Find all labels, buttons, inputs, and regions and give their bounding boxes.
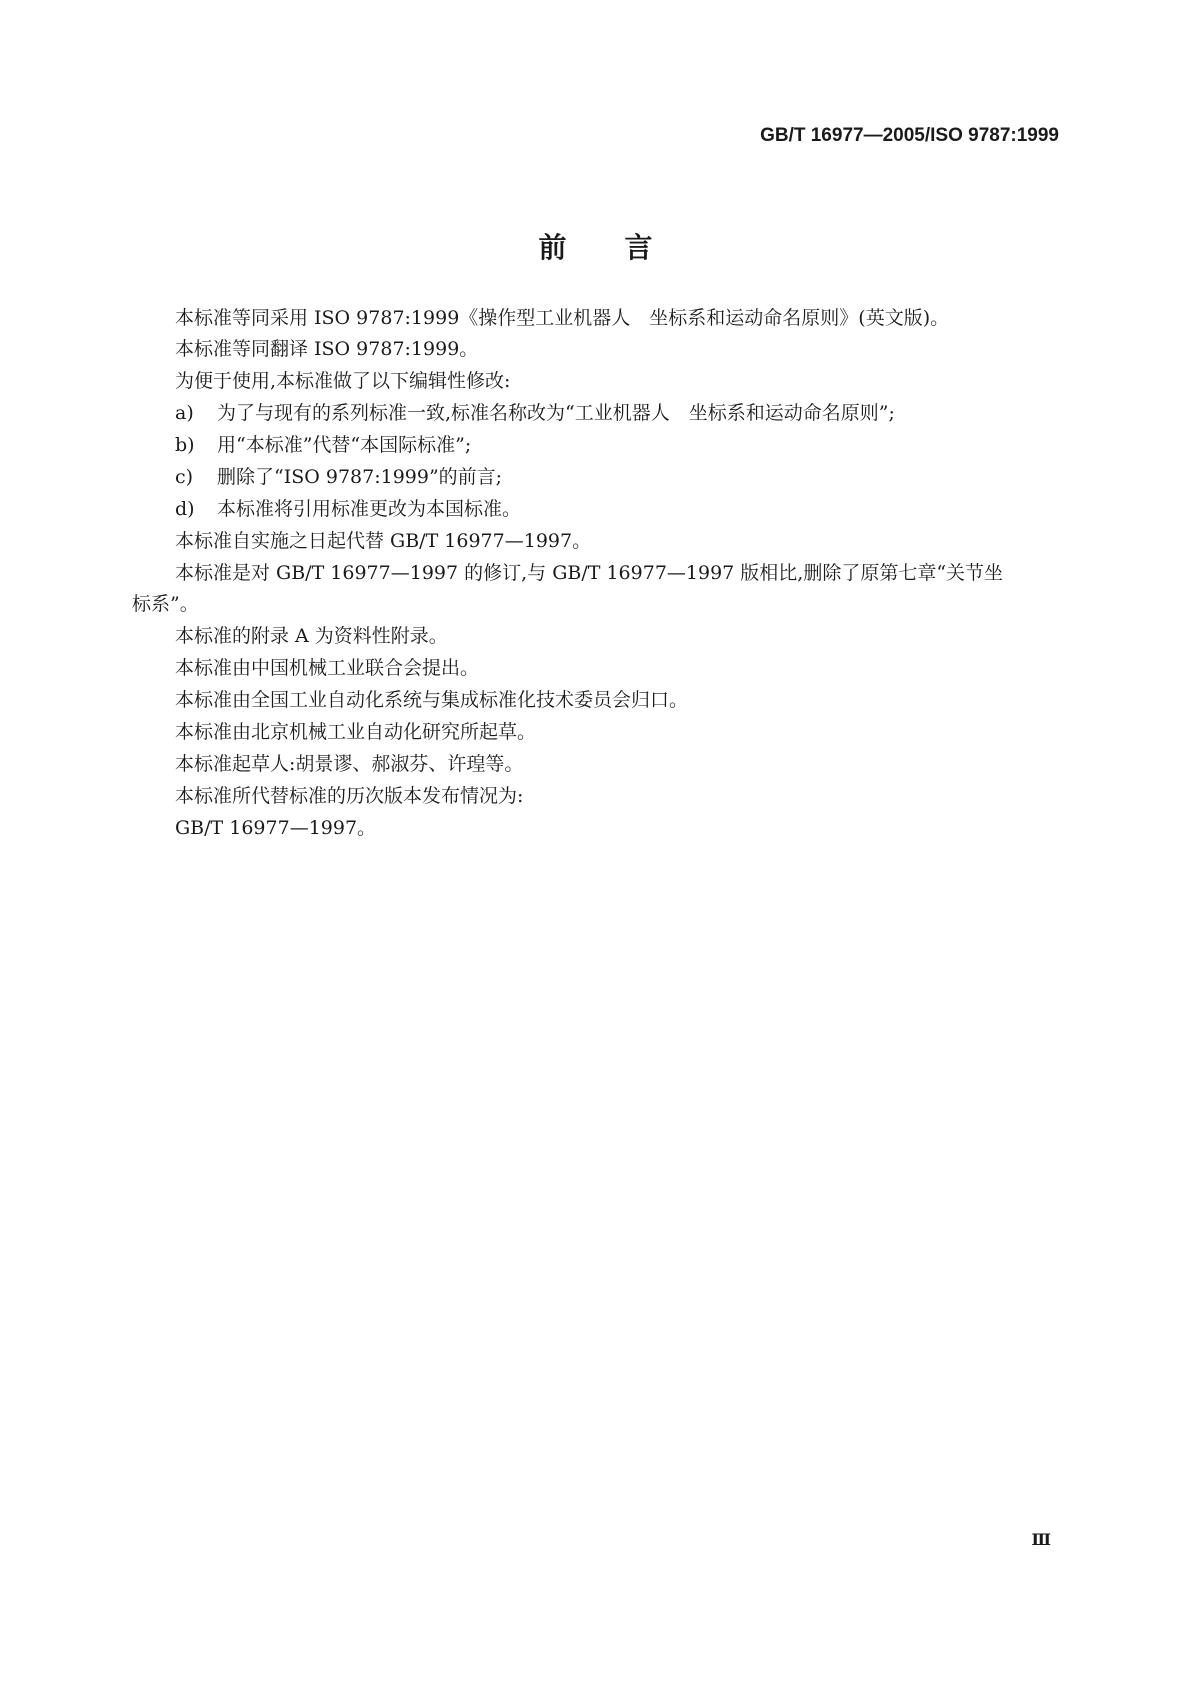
paragraph: 本标准自实施之日起代替 GB/T 16977—1997。: [175, 530, 592, 552]
list-item-text: 本标准将引用标准更改为本国标准。: [217, 498, 522, 520]
paragraph: GB/T 16977—1997。: [175, 817, 377, 839]
paragraph: 本标准等同采用 ISO 9787:1999《操作型工业机器人 坐标系和运动命名原则》(英文版)。: [175, 307, 950, 329]
list-item: [175, 462, 502, 492]
page-number: Ⅲ: [1031, 1532, 1051, 1549]
paragraph: 本标准是对 GB/T 16977—1997 的修订,与 GB/T 16977—1997 版相比,删除了原第七章“关节坐: [175, 562, 1004, 584]
list-item-label: a): [175, 402, 194, 424]
paragraph: 为便于使用,本标准做了以下编辑性修改:: [175, 370, 511, 392]
paragraph: 本标准由中国机械工业联合会提出。: [175, 657, 480, 679]
list-item-label: d): [175, 498, 195, 520]
paragraph: 本标准的附录 A 为资料性附录。: [175, 625, 448, 647]
page-title: 前言: [538, 231, 711, 264]
list-item-text: 为了与现有的系列标准一致,标准名称改为“工业机器人 坐标系和运动命名原则”;: [217, 402, 895, 424]
list-item: [175, 494, 521, 524]
paragraph: 本标准起草人:胡景谬、郝淑芬、许瑝等。: [175, 753, 524, 775]
list-item-label: c): [175, 466, 194, 488]
paragraph: 本标准所代替标准的历次版本发布情况为:: [175, 785, 524, 807]
list-item: [175, 398, 895, 428]
list-item-label: b): [175, 434, 195, 456]
list-item-text: 用“本标准”代替“本国际标准”;: [217, 434, 472, 456]
paragraph: 本标准由北京机械工业自动化研究所起草。: [175, 721, 537, 743]
paragraph: 本标准由全国工业自动化系统与集成标准化技术委员会归口。: [175, 689, 689, 711]
list-item-text: 删除了“ISO 9787:1999”的前言;: [217, 466, 503, 488]
paragraph-continuation: 标系”。: [132, 593, 199, 615]
list-item: [175, 430, 471, 460]
standard-number: GB/T 16977—2005/ISO 9787:1999: [760, 125, 1059, 146]
paragraph: 本标准等同翻译 ISO 9787:1999。: [175, 338, 479, 360]
